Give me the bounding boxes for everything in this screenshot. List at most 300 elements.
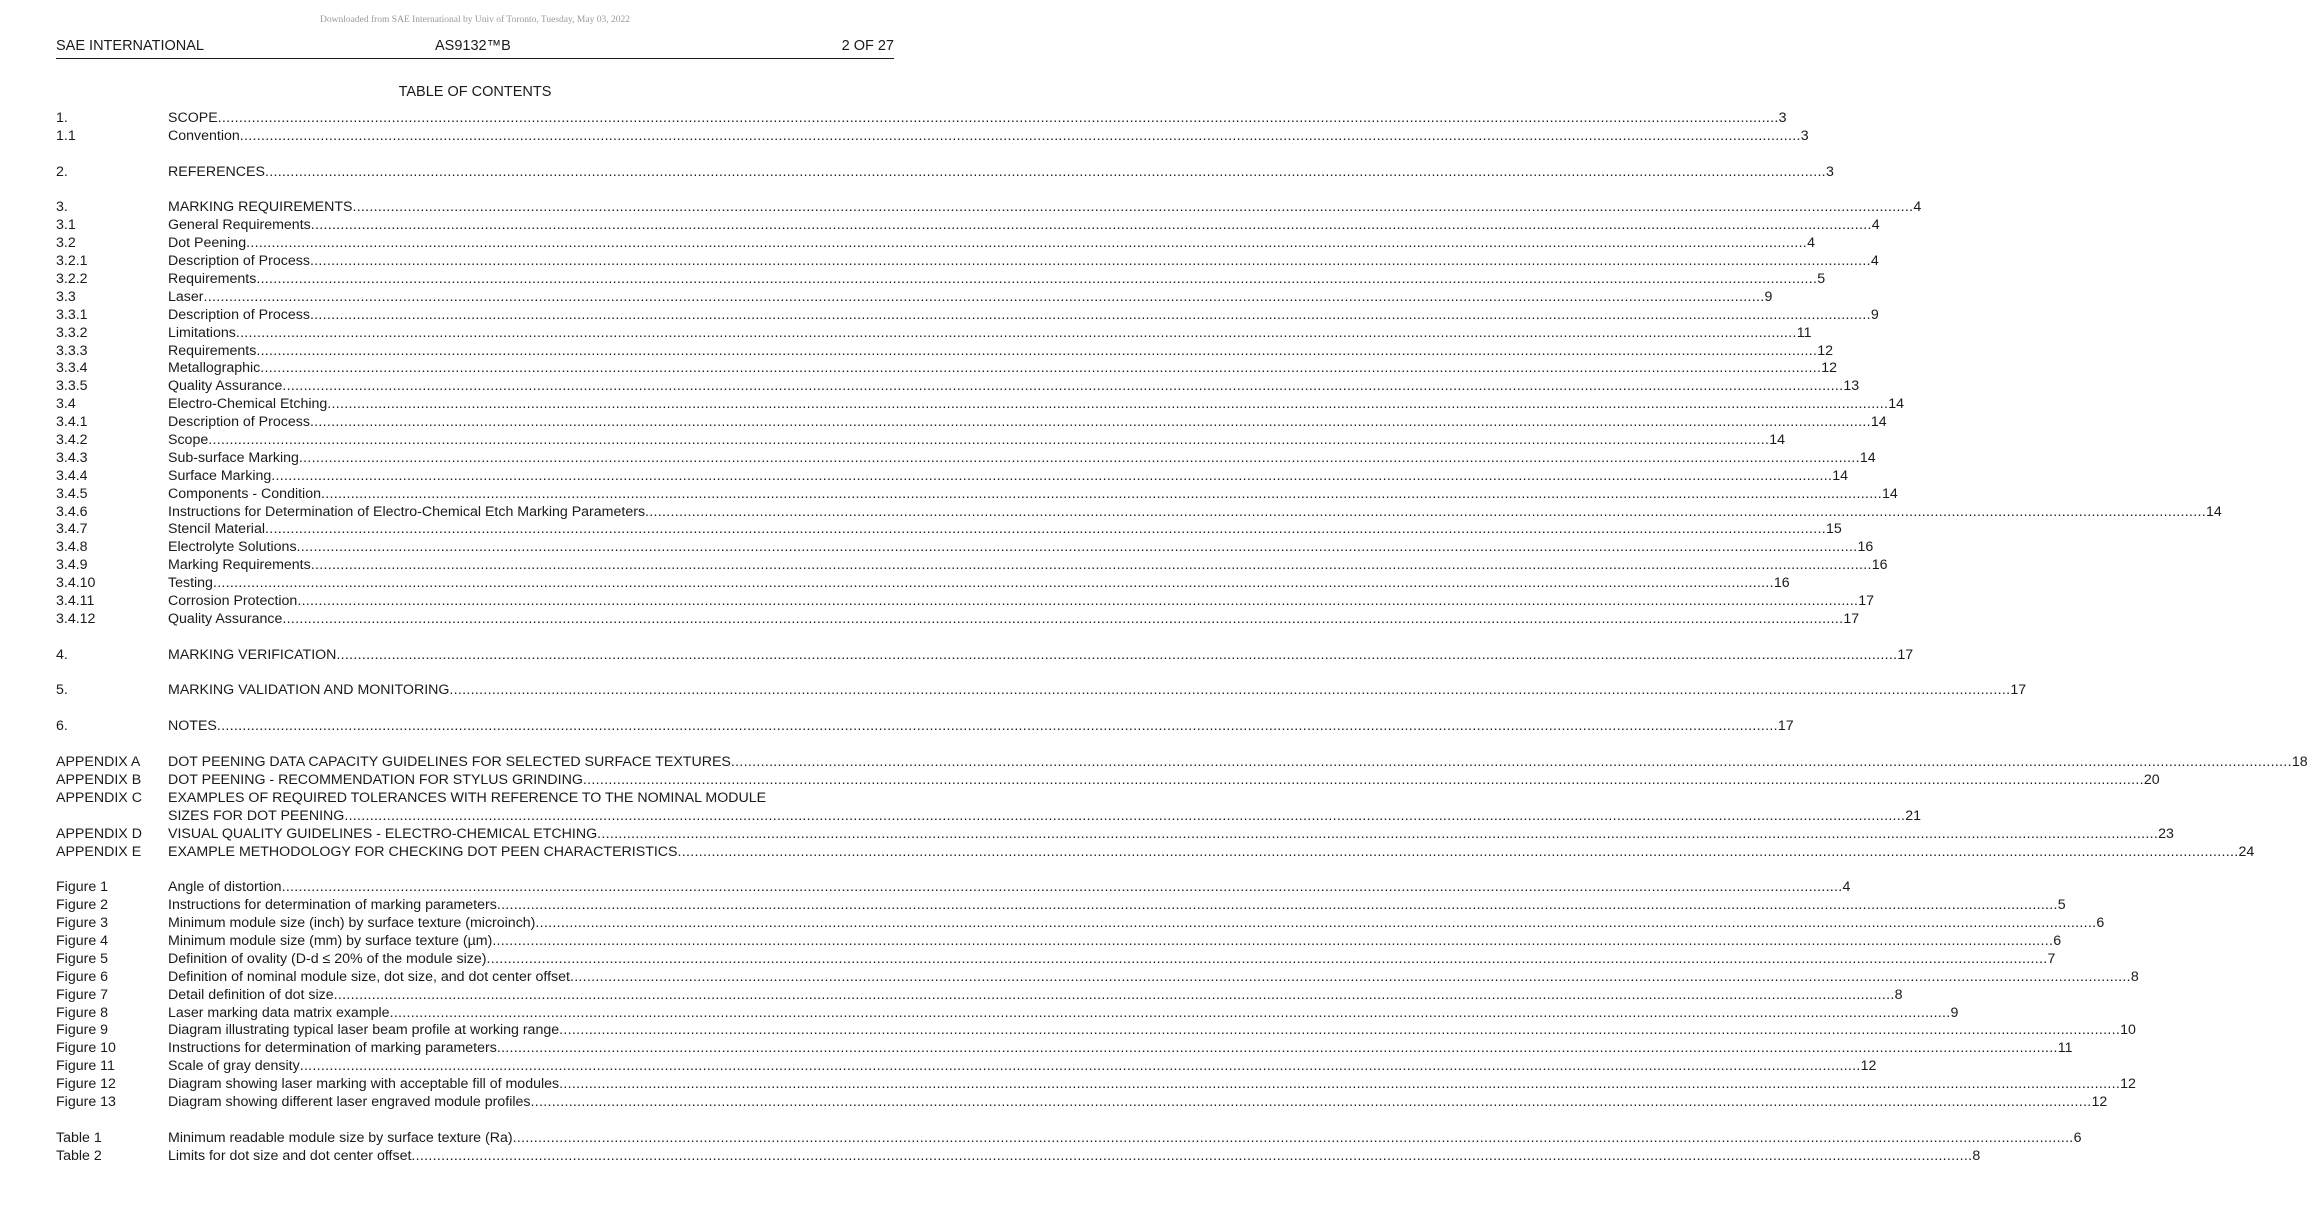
toc-entry-number: 3.4.12	[56, 610, 96, 627]
toc-entry[interactable]	[56, 432, 1785, 450]
toc-entry-number: 3.4.10	[56, 575, 96, 592]
toc-entry-title: Minimum readable module size by surface texture (Ra)	[168, 1129, 513, 1146]
toc-entry[interactable]	[56, 449, 1876, 468]
toc-entry[interactable]	[56, 718, 1794, 736]
toc-entry-page: 13	[1843, 378, 1860, 395]
toc-entry-number: 3.3.5	[56, 378, 88, 395]
toc-entry-page: 18	[2291, 754, 2308, 771]
toc-entry-number: Figure 9	[56, 1022, 109, 1039]
toc-entry-page: 6	[2073, 1129, 2082, 1146]
toc-entry-body	[168, 897, 2066, 915]
toc-group	[56, 109, 1809, 146]
toc-entry-body	[168, 843, 2255, 862]
toc-entry-body	[168, 217, 1880, 235]
toc-entry-title: SCOPE	[168, 109, 218, 126]
dot-leader	[282, 879, 1843, 897]
toc-entry[interactable]	[56, 271, 1826, 289]
toc-entry-title: DOT PEENING - RECOMMENDATION FOR STYLUS GRINDING	[168, 771, 583, 788]
toc-entry-page: 21	[1905, 807, 1922, 824]
toc-entry-page: 20	[2143, 771, 2160, 788]
toc-entry-title: Quality Assurance	[168, 378, 283, 395]
toc-entry-page: 12	[1821, 360, 1838, 377]
toc-entry-number: Figure 8	[56, 1004, 109, 1021]
toc-entry-title: Diagram illustrating typical laser beam profile at working range	[168, 1022, 560, 1039]
toc-entry-title: Laser marking data matrix example	[168, 1004, 390, 1021]
toc-entry-body	[168, 754, 2308, 772]
toc-entry-body	[168, 235, 1815, 253]
toc-entry-title: EXAMPLE METHODOLOGY FOR CHECKING DOT PEEN CHARACTERISTICS	[168, 843, 678, 860]
toc-group	[56, 879, 2139, 1112]
toc-entry-page: 24	[2238, 843, 2255, 860]
toc-entry-page: 14	[1832, 467, 1849, 484]
toc-entry-body	[168, 503, 2222, 522]
toc-entry-title: Electrolyte Solutions	[168, 539, 297, 556]
dot-leader	[352, 199, 1913, 217]
toc-entry-body	[168, 253, 1879, 271]
toc-entry-page: 3	[1825, 163, 1834, 180]
toc-entry[interactable]	[56, 1093, 2108, 1112]
dot-leader	[327, 396, 1888, 414]
toc-entry[interactable]	[56, 843, 2255, 862]
toc-entry-page: 14	[2206, 503, 2222, 520]
toc-entry-number: 3.4.2	[56, 432, 88, 449]
dot-leader	[344, 808, 1905, 826]
toc-entry-title: MARKING VERIFICATION	[168, 646, 337, 663]
toc-entry-title: Description of Process	[168, 414, 310, 431]
toc-entry-body	[168, 646, 1914, 665]
toc-group	[56, 646, 1914, 665]
toc-entry-number: 3.4.9	[56, 557, 88, 574]
dot-leader	[678, 844, 2239, 862]
toc-entry-body	[168, 1076, 2136, 1094]
toc-entry-page: 9	[1764, 288, 1773, 305]
toc-group	[56, 682, 2027, 701]
toc-entry[interactable]	[56, 1022, 2136, 1040]
toc-entry[interactable]	[56, 557, 1888, 575]
dot-leader	[411, 1148, 1972, 1166]
toc-entry-number: 3.4.3	[56, 449, 88, 466]
toc-entry-body	[168, 414, 1887, 432]
toc-group	[56, 163, 1834, 182]
toc-entry-title: Definition of nominal module size, dot size, and dot center offset	[168, 968, 570, 985]
toc-entry[interactable]	[56, 360, 1838, 378]
toc-entry-body	[168, 271, 1826, 289]
toc-entry-page: 14	[1888, 396, 1905, 413]
document-number: AS9132™B	[435, 38, 511, 54]
dot-leader	[265, 164, 1826, 182]
toc-entry[interactable]	[56, 897, 2066, 915]
toc-entry-title: Limits for dot size and dot center offset	[168, 1147, 412, 1164]
dot-leader	[271, 468, 1832, 486]
dot-leader	[497, 897, 2058, 915]
toc-entry-page: 12	[2091, 1093, 2108, 1110]
toc-entry-body	[168, 932, 2062, 951]
toc-entry-number: 1.1	[56, 127, 76, 144]
toc-entry-number: Figure 2	[56, 897, 109, 914]
dot-leader	[260, 360, 1821, 378]
toc-entry-title: Requirements	[168, 271, 257, 287]
toc-entry-title: Limitations	[168, 324, 236, 341]
toc-entry-body	[168, 1040, 2073, 1058]
toc-entry-title: Diagram showing laser marking with acceptable fill of modules	[168, 1076, 560, 1093]
toc-entry[interactable]	[56, 1058, 1877, 1076]
toc-entry[interactable]	[56, 235, 1815, 253]
toc-entry-page: 5	[1817, 271, 1826, 287]
page-number: 2 OF 27	[841, 38, 894, 54]
toc-entry-page: 7	[2047, 950, 2056, 967]
toc-entry-body	[168, 718, 1794, 736]
dot-leader	[300, 1058, 1861, 1076]
dot-leader	[217, 718, 1778, 736]
toc-entry-body	[168, 771, 2160, 790]
toc-entry-body	[168, 539, 1874, 557]
toc-entry-number: 3.2.2	[56, 271, 88, 287]
toc-group	[56, 754, 2308, 861]
toc-entry[interactable]	[56, 754, 2308, 772]
toc-entry-page: 3	[1800, 127, 1809, 144]
dot-leader	[486, 951, 2047, 969]
toc-entry-body	[168, 968, 2139, 987]
toc-entry-title: Scale of gray density	[168, 1058, 300, 1075]
toc-entry-body	[168, 396, 1905, 414]
toc-entry-body	[168, 360, 1838, 378]
toc-entry-title: Minimum module size (inch) by surface texture (microinch)	[168, 915, 536, 932]
toc-entry-body	[168, 1129, 2082, 1148]
dot-leader	[208, 432, 1769, 450]
toc-entry-title: Marking Requirements	[168, 557, 311, 574]
toc-entry-title-continued: SIZES FOR DOT PEENING	[168, 807, 345, 824]
dot-leader	[299, 450, 1860, 468]
toc-entry-page: 14	[1870, 414, 1887, 431]
toc-group	[56, 199, 2222, 628]
toc-entry-page: 8	[2130, 968, 2139, 985]
toc-entry[interactable]	[56, 288, 1773, 307]
toc-entry-body	[168, 879, 1851, 897]
toc-entry-title: Diagram showing different laser engraved module profiles	[168, 1093, 531, 1110]
dot-leader	[531, 1094, 2092, 1112]
toc-entry-page: 16	[1871, 557, 1888, 574]
toc-entry-number: Table 1	[56, 1129, 102, 1146]
toc-entry-title: VISUAL QUALITY GUIDELINES - ELECTRO-CHEMICAL ETCHING	[168, 825, 598, 842]
toc-entry-title: MARKING REQUIREMENTS	[168, 199, 353, 216]
dot-leader	[310, 307, 1871, 325]
toc-entry-title: Requirements	[168, 342, 257, 359]
dot-leader	[570, 969, 2131, 987]
toc-entry-body	[168, 163, 1834, 182]
toc-entry-number: 3.3	[56, 288, 76, 305]
toc-entry-title: REFERENCES	[168, 163, 265, 180]
toc-entry-number: 3.4.6	[56, 503, 88, 520]
toc-entry[interactable]	[56, 396, 1905, 414]
dot-leader	[204, 289, 1765, 307]
toc-entry-page: 4	[1807, 235, 1815, 252]
dot-leader	[297, 539, 1858, 557]
dot-leader	[213, 575, 1774, 593]
dot-leader	[645, 504, 2206, 522]
toc-entry-title: EXAMPLES OF REQUIRED TOLERANCES WITH REFERENCE TO THE NOMINAL MODULE	[168, 789, 767, 806]
toc-entry[interactable]	[56, 414, 1887, 432]
toc-entry[interactable]	[56, 306, 1879, 325]
toc-entry[interactable]	[56, 1147, 1981, 1166]
dot-leader	[282, 611, 1843, 629]
toc-entry-body	[168, 324, 1812, 343]
toc-entry-body	[168, 288, 1773, 307]
toc-entry-page: 8	[1972, 1147, 1981, 1164]
toc-entry-number: 3.4.4	[56, 467, 88, 484]
toc-group	[56, 718, 1794, 736]
toc-entry-page: 11	[2057, 1040, 2073, 1057]
toc-entry-title: NOTES	[168, 718, 217, 735]
toc-entry[interactable]	[56, 950, 2056, 969]
toc-entry-number: 3.3.3	[56, 342, 88, 359]
toc-entry[interactable]	[56, 503, 2222, 522]
toc-entry-title: Surface Marking	[168, 467, 272, 484]
dot-leader	[597, 826, 2158, 844]
dot-leader	[256, 343, 1817, 361]
toc-entry-title: Metallographic	[168, 360, 261, 377]
toc-entry-number: 3.4.11	[56, 593, 95, 610]
dot-leader	[334, 987, 1895, 1005]
toc-entry-number: Figure 10	[56, 1040, 116, 1057]
toc-entry-number: Figure 11	[56, 1058, 115, 1075]
toc-entry-title: Components - Condition	[168, 485, 321, 502]
toc-entry[interactable]	[56, 879, 1851, 897]
toc-entry-page: 4	[1842, 879, 1851, 896]
toc-entry[interactable]	[56, 342, 1834, 361]
toc-entry-number: Figure 13	[56, 1093, 116, 1110]
toc-entry-page: 14	[1881, 485, 1898, 502]
toc-entry-title: Instructions for determination of marking parameters	[168, 897, 497, 914]
toc-entry-number: Figure 3	[56, 915, 109, 932]
toc-entry[interactable]	[56, 217, 1880, 235]
toc-entry-title: General Requirements	[168, 217, 311, 234]
toc-entry[interactable]	[56, 253, 1879, 271]
toc-entry-body	[168, 682, 2027, 700]
toc-entry-body	[168, 521, 1842, 539]
toc-entry[interactable]	[56, 986, 1903, 1005]
dot-leader	[236, 325, 1797, 343]
toc-entry-page: 6	[2053, 932, 2062, 949]
toc-entry[interactable]	[56, 575, 1790, 593]
dot-leader	[731, 754, 2292, 772]
toc-entry[interactable]	[56, 199, 1922, 217]
toc-entry-number: APPENDIX C	[56, 789, 142, 806]
toc-entry-number: Table 2	[56, 1147, 102, 1164]
toc-entry[interactable]	[56, 915, 2105, 933]
dot-leader	[311, 217, 1872, 235]
toc-entry[interactable]	[56, 646, 1914, 665]
toc-entry-title: Definition of ovality (D-d ≤ 20% of the module size)	[168, 950, 487, 967]
toc-entry-number: APPENDIX E	[56, 843, 142, 860]
toc-entry-page: 8	[1894, 986, 1903, 1003]
toc-entry-body	[168, 109, 1787, 128]
toc-entry[interactable]	[56, 521, 1842, 539]
toc-entry-page: 16	[1857, 539, 1874, 556]
toc-entry-body	[168, 306, 1879, 325]
toc-entry-page: 12	[1860, 1058, 1877, 1075]
toc-entry-number: Figure 1	[56, 879, 109, 896]
toc-entry-number: 1.	[56, 109, 68, 126]
toc-entry[interactable]	[56, 593, 1875, 611]
toc-entry[interactable]	[56, 127, 1809, 146]
toc-entry-page: 9	[1950, 1004, 1959, 1021]
dot-leader	[390, 1005, 1951, 1023]
toc-entry-number: 3.4.8	[56, 539, 88, 556]
toc-entry-page: 17	[1858, 593, 1875, 610]
toc-entry-body	[168, 485, 1898, 504]
toc-entry[interactable]	[56, 109, 1787, 128]
toc-entry[interactable]	[56, 1040, 2073, 1058]
toc-entry[interactable]	[56, 1076, 2136, 1094]
dot-leader	[256, 271, 1817, 289]
dot-leader	[297, 593, 1858, 611]
toc-entry-page: 4	[1870, 253, 1879, 270]
toc-entry[interactable]	[56, 485, 1898, 504]
toc-entry-page: 17	[2010, 682, 2027, 699]
toc-entry-title: Laser	[168, 288, 204, 305]
toc-entry-body	[168, 199, 1922, 217]
toc-entry-number: 3.	[56, 199, 68, 216]
toc-entry-title: Sub-surface Marking	[168, 449, 299, 466]
toc-entry-number: APPENDIX D	[56, 825, 142, 842]
toc-entry[interactable]	[56, 1004, 1959, 1023]
toc-entry[interactable]	[56, 1129, 2082, 1148]
dot-leader	[310, 414, 1871, 432]
toc-entry[interactable]	[56, 968, 2139, 987]
dot-leader	[321, 486, 1882, 504]
toc-entry-page: 15	[1825, 521, 1842, 538]
toc-entry-number: APPENDIX B	[56, 771, 142, 788]
toc-entry-title: Instructions for determination of marking parameters	[168, 1040, 497, 1057]
toc-group	[56, 1129, 2082, 1166]
toc-entry[interactable]	[56, 932, 2062, 951]
toc-entry-number: 3.4.5	[56, 485, 88, 502]
toc-entry-number: Figure 4	[56, 932, 109, 949]
toc-entry-title: Description of Process	[168, 306, 310, 323]
toc-entry[interactable]	[56, 324, 1812, 343]
toc-entry-page: 17	[1777, 718, 1794, 735]
toc-entry-page: 14	[1769, 432, 1785, 449]
toc-entry-title: Stencil Material	[168, 521, 265, 538]
publisher-name: SAE INTERNATIONAL	[56, 38, 204, 54]
toc-entry-body	[168, 986, 1903, 1005]
toc-entry-title: Electro-Chemical Etching	[168, 396, 328, 413]
dot-leader	[513, 1130, 2074, 1148]
toc-entry[interactable]	[56, 610, 1860, 629]
dot-leader	[218, 110, 1779, 128]
toc-entry-body	[168, 432, 1785, 450]
toc-entry-body	[168, 1147, 1981, 1166]
toc-entry-page: 17	[1897, 646, 1914, 663]
toc-entry-number: 3.1	[56, 217, 76, 234]
download-watermark: Downloaded from SAE International by Univ of Toronto, Tuesday, May 03, 2022	[320, 15, 630, 25]
toc-entry-body	[168, 1022, 2136, 1040]
toc-entry-page: 4	[1871, 217, 1880, 234]
toc-entry-title: Scope	[168, 432, 209, 449]
page-header	[56, 38, 894, 59]
toc-entry-body	[168, 467, 1849, 486]
toc-entry-number: 3.3.4	[56, 360, 88, 377]
toc-entry-number: Figure 7	[56, 986, 109, 1003]
toc-entry[interactable]	[56, 163, 1834, 182]
dot-leader	[310, 253, 1871, 271]
dot-leader	[246, 235, 1807, 253]
toc-entry[interactable]	[56, 682, 2027, 701]
toc-entry[interactable]	[56, 539, 1874, 557]
dot-leader	[265, 521, 1826, 539]
toc-entry-page: 3	[1778, 109, 1787, 126]
dot-leader	[559, 1022, 2120, 1040]
dot-leader	[583, 772, 2144, 790]
toc-entry-title: Dot Peening	[168, 235, 247, 252]
toc-entry-page: 4	[1913, 199, 1922, 216]
dot-leader	[559, 1076, 2120, 1094]
toc-entry-body	[168, 915, 2105, 933]
toc-entry-number: 4.	[56, 646, 68, 663]
toc-entry-body	[168, 610, 1860, 629]
toc-entry-title: Instructions for Determination of Electro-Chemical Etch Marking Parameters	[168, 503, 646, 520]
dot-leader	[492, 933, 2053, 951]
dot-leader	[535, 915, 2096, 933]
toc-entry-number: APPENDIX A	[56, 754, 141, 771]
toc-entry[interactable]	[56, 771, 2160, 790]
toc-entry-title: Corrosion Protection	[168, 593, 298, 610]
toc-entry-page: 11	[1796, 324, 1812, 341]
toc-entry-body	[168, 1004, 1959, 1023]
toc-entry-number: 3.3.2	[56, 324, 88, 341]
toc-entry-number: 3.4.7	[56, 521, 88, 538]
toc-entry-body	[168, 825, 2174, 844]
toc-entry-body	[168, 789, 1922, 826]
toc-entry-title: MARKING VALIDATION AND MONITORING	[168, 682, 450, 699]
toc-entry-page: 6	[2096, 915, 2105, 932]
toc-entry-number: 3.2.1	[56, 253, 88, 270]
toc-entry[interactable]	[56, 789, 1922, 826]
toc-entry-number: 3.2	[56, 235, 76, 252]
toc-entry-title: Convention	[168, 127, 240, 144]
toc-entry[interactable]	[56, 825, 2174, 844]
toc-entry-body	[168, 342, 1834, 361]
toc-entry[interactable]	[56, 378, 1860, 396]
dot-leader	[449, 682, 2010, 700]
toc-entry[interactable]	[56, 467, 1849, 486]
toc-entry-page: 9	[1870, 306, 1879, 323]
toc-entry-number: 3.3.1	[56, 306, 88, 323]
toc-entry-number: 6.	[56, 718, 68, 735]
toc-entry-body	[168, 127, 1809, 146]
dot-leader	[282, 378, 1843, 396]
toc-entry-title: Minimum module size (mm) by surface texture (µm)	[168, 932, 493, 949]
dot-leader	[497, 1040, 2058, 1058]
toc-entry-title: Description of Process	[168, 253, 310, 270]
toc-entry-page: 16	[1773, 575, 1790, 592]
toc-entry-page: 14	[1859, 449, 1876, 466]
toc-entry-title: Testing	[168, 575, 213, 592]
toc-entry-page: 23	[2158, 825, 2174, 842]
dot-leader	[336, 647, 1897, 665]
toc-entry-body	[168, 378, 1860, 396]
toc-entry-number: 3.4.1	[56, 414, 88, 431]
toc-entry-number: Figure 5	[56, 950, 109, 967]
toc-entry-title: DOT PEENING DATA CAPACITY GUIDELINES FOR SELECTED SURFACE TEXTURES	[168, 754, 731, 771]
toc-entry-page: 12	[1817, 342, 1834, 359]
table-of-contents	[56, 109, 2308, 1183]
toc-entry-body	[168, 575, 1790, 593]
page-title: TABLE OF CONTENTS	[398, 84, 552, 100]
toc-entry-body	[168, 1093, 2108, 1112]
dot-leader	[311, 557, 1872, 575]
toc-entry-page: 10	[2120, 1022, 2136, 1039]
